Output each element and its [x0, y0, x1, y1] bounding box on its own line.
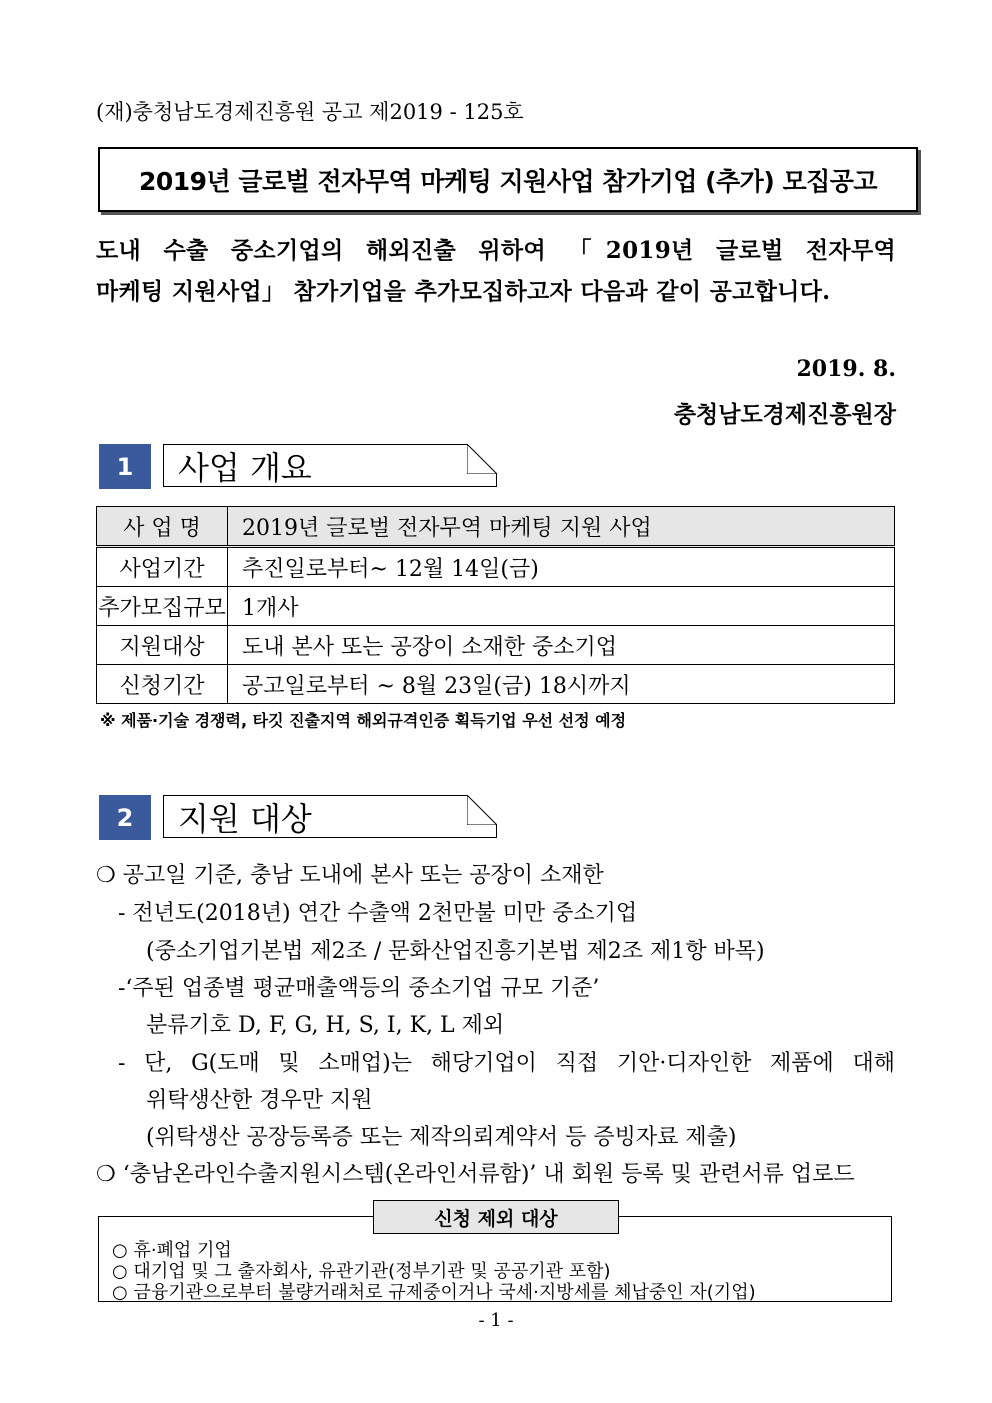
table-key: 신청기간 [97, 665, 228, 704]
section-2-number: 2 [99, 795, 151, 840]
section-1-heading [163, 444, 497, 487]
exclusion-item: ○ 금융기관으로부터 불량거래처로 규제중이거나 국세·지방세를 체납중인 자(기업) [112, 1282, 756, 1303]
section-1-title: 사업 개요 [178, 448, 312, 487]
eligibility-line: 분류기호 D, F, G, H, S, I, K, L 제외 [146, 1013, 505, 1038]
intro-line-2: 마케팅 지원사업」 참가기업을 추가모집하고자 다음과 같이 공고합니다. [96, 278, 831, 305]
exclusion-label: 신청 제외 대상 [373, 1200, 619, 1234]
overview-table [96, 506, 895, 704]
selection-note: ※ 제품·기술 경쟁력, 타깃 진출지역 해외규격인증 획득기업 우선 선정 예정 [100, 711, 627, 730]
table-key: 지원대상 [97, 626, 228, 665]
table-row [97, 547, 895, 587]
table-row [97, 587, 895, 626]
table-row [97, 626, 895, 665]
table-key: 사업기간 [97, 547, 228, 587]
section-1-number: 1 [99, 444, 151, 489]
intro-paragraph [96, 230, 896, 312]
document-title [98, 147, 918, 212]
table-row [97, 665, 895, 704]
eligibility-line: -‘주된 업종별 평균매출액등의 중소기업 규모 기준’ [118, 976, 600, 1001]
table-key: 추가모집규모 [97, 587, 228, 626]
table-value: 공고일로부터 ~ 8월 23일(금) 18시까지 [228, 665, 895, 704]
eligibility-line: ❍ 공고일 기준, 충남 도내에 본사 또는 공장이 소재한 [96, 863, 604, 888]
page-number: - 1 - [478, 1310, 514, 1331]
eligibility-line: (위탁생산 공장등록증 또는 제작의뢰계약서 등 증빙자료 제출) [146, 1125, 737, 1150]
table-key: 사 업 명 [97, 507, 228, 547]
table-value: 도내 본사 또는 공장이 소재한 중소기업 [228, 626, 895, 665]
folded-corner-icon [467, 444, 497, 474]
table-value: 추진일로부터~ 12월 14일(금) [228, 547, 895, 587]
issuer-name: 충청남도경제진흥원장 [673, 401, 896, 428]
exclusion-item: ○ 휴·폐업 기업 [112, 1240, 232, 1261]
eligibility-line: (중소기업기본법 제2조 / 문화산업진흥기본법 제2조 제1항 바목) [146, 939, 765, 964]
announcement-date: 2019. 8. [796, 356, 896, 382]
intro-line-1: 도내 수출 중소기업의 해외진출 위하여 「2019년 글로벌 전자무역 [96, 237, 896, 264]
notice-number: (재)충청남도경제진흥원 공고 제2019 - 125호 [96, 100, 524, 124]
eligibility-line: - 전년도(2018년) 연간 수출액 2천만불 미만 중소기업 [118, 901, 638, 926]
eligibility-line: - 단, G(도매 및 소매업)는 해당기업이 직접 기안·디자인한 제품에 대해 [118, 1051, 895, 1076]
eligibility-line: ❍ ‘충남온라인수출지원시스템(온라인서류함)’ 내 회원 등록 및 관련서류 업로드 [96, 1162, 855, 1187]
section-2-heading [163, 795, 497, 838]
section-2-title: 지원 대상 [178, 799, 312, 838]
document-title-text: 2019년 글로벌 전자무역 마케팅 지원사업 참가기업 (추가) 모집공고 [138, 166, 878, 196]
table-value: 2019년 글로벌 전자무역 마케팅 지원 사업 [228, 507, 895, 547]
eligibility-line: 위탁생산한 경우만 지원 [146, 1088, 373, 1113]
exclusion-item: ○ 대기업 및 그 출자회사, 유관기관(정부기관 및 공공기관 포함) [112, 1261, 611, 1282]
table-value: 1개사 [228, 587, 895, 626]
folded-corner-icon [467, 795, 497, 825]
table-row [97, 507, 895, 547]
